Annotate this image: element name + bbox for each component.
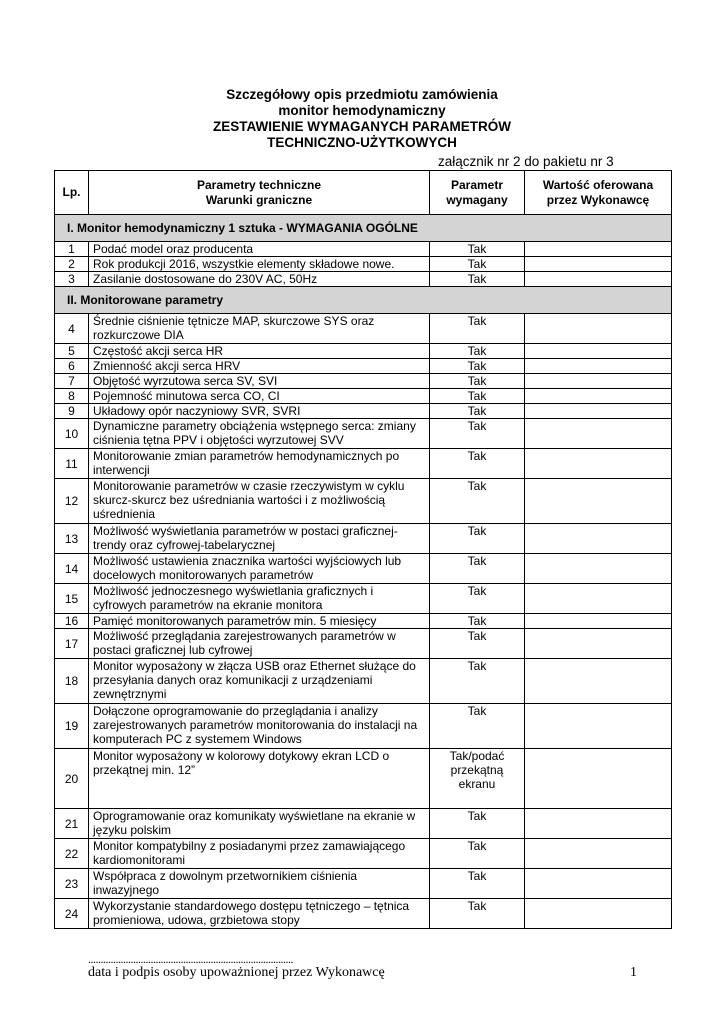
table-row [55,374,672,389]
row-number: 14 [55,554,89,584]
required-value: Tak [430,419,525,449]
offered-value-cell[interactable] [525,374,672,389]
table-row [55,389,672,404]
table-header-row [55,171,672,215]
parameter-description: Częstość akcji serca HR [89,344,430,359]
row-number: 9 [55,404,89,419]
offered-value-cell[interactable] [525,449,672,479]
table-row [55,554,672,584]
table-row [55,449,672,479]
row-number: 5 [55,344,89,359]
table-row [55,257,672,272]
table-row [55,524,672,554]
required-value: Tak [430,242,525,257]
section-title: I. Monitor hemodynamiczny 1 sztuka - WYMAGANIA OGÓLNE [55,215,672,242]
parameter-description: Średnie ciśnienie tętnicze MAP, skurczowe SYS oraz rozkurczowe DIA [89,314,430,344]
table-row [55,629,672,659]
row-number: 1 [55,242,89,257]
required-value: Tak [430,659,525,704]
parameters-table [54,170,672,929]
table-row [55,242,672,257]
offered-value-cell[interactable] [525,554,672,584]
row-number: 23 [55,869,89,899]
parameter-description: Możliwość wyświetlania parametrów w postaci graficznej-trendy oraz cyfrowej-tabelarycznej [89,524,430,554]
table-row [55,272,672,287]
row-number: 20 [55,749,89,809]
table-row [55,479,672,524]
table-row [55,584,672,614]
row-number: 24 [55,899,89,929]
offered-value-cell[interactable] [525,749,672,809]
parameter-description: Monitor kompatybilny z posiadanymi przez zamawiającego kardiomonitorami [89,839,430,869]
offered-value-cell[interactable] [525,899,672,929]
table-row [55,809,672,839]
table-body [55,215,672,929]
row-number: 12 [55,479,89,524]
row-number: 16 [55,614,89,629]
section-header-row [55,287,672,314]
required-value: Tak [430,344,525,359]
offered-value-cell[interactable] [525,389,672,404]
required-value: Tak [430,869,525,899]
table-row [55,344,672,359]
row-number: 7 [55,374,89,389]
parameter-description: Dołączone oprogramowanie do przeglądania i analizy zarejestrowanych parametrów monitorowania do instalacji na komputerach PC z systemem Windows [89,704,430,749]
parameter-description: Dynamiczne parametry obciążenia wstępnego serca: zmiany ciśnienia tętna PPV i objętości wyrzutowej SVV [89,419,430,449]
column-header-offered: Wartość oferowana przez Wykonawcę [525,171,672,215]
signature-line: .................................................................................. [88,952,293,966]
table-row [55,659,672,704]
title-line-4: TECHNICZNO-UŻYTKOWYCH [267,135,457,150]
row-number: 19 [55,704,89,749]
parameter-description: Wykorzystanie standardowego dostępu tętniczego – tętnica promieniowa, udowa, grzbietowa stopy [89,899,430,929]
required-value: Tak [430,809,525,839]
parameter-description: Pojemność minutowa serca CO, CI [89,389,430,404]
signature-label: data i podpis osoby upoważnionej przez Wykonawcę [88,965,385,980]
table-row [55,314,672,344]
column-header-required: Parametr wymagany [430,171,525,215]
parameter-description: Monitor wyposażony w kolorowy dotykowy ekran LCD o przekątnej min. 12” [89,749,430,809]
offered-value-cell[interactable] [525,659,672,704]
row-number: 4 [55,314,89,344]
row-number: 22 [55,839,89,869]
parameter-description: Monitor wyposażony w złącza USB oraz Ethernet służące do przesyłania danych oraz komunikacji z urządzeniami zewnętrznymi [89,659,430,704]
title-line-3: ZESTAWIENIE WYMAGANYCH PARAMETRÓW [213,119,511,134]
required-value: Tak [430,479,525,524]
required-value: Tak [430,629,525,659]
row-number: 10 [55,419,89,449]
required-value: Tak [430,614,525,629]
offered-value-cell[interactable] [525,272,672,287]
parameter-description: Oprogramowanie oraz komunikaty wyświetlane na ekranie w języku polskim [89,809,430,839]
row-number: 15 [55,584,89,614]
row-number: 8 [55,389,89,404]
table-row [55,869,672,899]
parameter-description: Możliwość przeglądania zarejestrowanych parametrów w postaci graficznej lub cyfrowej [89,629,430,659]
required-value: Tak [430,704,525,749]
required-value: Tak [430,524,525,554]
required-value: Tak [430,554,525,584]
offered-value-cell[interactable] [525,257,672,272]
offered-value-cell[interactable] [525,629,672,659]
required-value: Tak [430,359,525,374]
required-value: Tak [430,839,525,869]
parameter-description: Podać model oraz producenta [89,242,430,257]
row-number: 11 [55,449,89,479]
offered-value-cell[interactable] [525,359,672,374]
parameter-description: Zmienność akcji serca HRV [89,359,430,374]
row-number: 17 [55,629,89,659]
table-row [55,899,672,929]
row-number: 6 [55,359,89,374]
parameter-description: Rok produkcji 2016, wszystkie elementy składowe nowe. [89,257,430,272]
offered-value-cell[interactable] [525,704,672,749]
title-line-1: Szczegółowy opis przedmiotu zamówienia [226,87,498,102]
document-title [0,87,724,151]
parameter-description: Współpraca z dowolnym przetwornikiem ciśnienia inwazyjnego [89,869,430,899]
section-title: II. Monitorowane parametry [55,287,672,314]
table-row [55,404,672,419]
offered-value-cell[interactable] [525,242,672,257]
offered-value-cell[interactable] [525,344,672,359]
table-row [55,839,672,869]
offered-value-cell[interactable] [525,524,672,554]
offered-value-cell[interactable] [525,584,672,614]
required-value: Tak [430,272,525,287]
parameter-description: Monitorowanie zmian parametrów hemodynamicznych po interwencji [89,449,430,479]
required-value: Tak [430,404,525,419]
offered-value-cell[interactable] [525,839,672,869]
parameter-description: Pamięć monitorowanych parametrów min. 5 miesięcy [89,614,430,629]
row-number: 18 [55,659,89,704]
offered-value-cell[interactable] [525,314,672,344]
table-row [55,749,672,809]
table-row [55,614,672,629]
row-number: 3 [55,272,89,287]
required-value: Tak/podać przekątną ekranu [430,749,525,809]
section-header-row [55,215,672,242]
table-row [55,419,672,449]
page-number: 1 [630,965,637,980]
attachment-note: załącznik nr 2 do pakietu nr 3 [438,154,614,169]
required-value: Tak [430,899,525,929]
title-line-2: monitor hemodynamiczny [278,103,446,118]
offered-value-cell[interactable] [525,869,672,899]
parameter-description: Układowy opór naczyniowy SVR, SVRI [89,404,430,419]
parameter-description: Monitorowanie parametrów w czasie rzeczywistym w cyklu skurcz-skurcz bez uśredniania wartości i z możliwością uśrednienia [89,479,430,524]
offered-value-cell[interactable] [525,479,672,524]
required-value: Tak [430,449,525,479]
row-number: 13 [55,524,89,554]
required-value: Tak [430,389,525,404]
column-header-lp: Lp. [55,171,89,215]
table-row [55,704,672,749]
table-row [55,359,672,374]
required-value: Tak [430,584,525,614]
column-header-parameters: Parametry techniczne Warunki graniczne [89,171,430,215]
required-value: Tak [430,314,525,344]
offered-value-cell[interactable] [525,419,672,449]
parameter-description: Objętość wyrzutowa serca SV, SVI [89,374,430,389]
required-value: Tak [430,374,525,389]
offered-value-cell[interactable] [525,614,672,629]
row-number: 2 [55,257,89,272]
offered-value-cell[interactable] [525,404,672,419]
parameter-description: Możliwość ustawienia znacznika wartości wyjściowych lub docelowych monitorowanych parametrów [89,554,430,584]
parameter-description: Zasilanie dostosowane do 230V AC, 50Hz [89,272,430,287]
parameter-description: Możliwość jednoczesnego wyświetlania graficznych i cyfrowych parametrów na ekranie monitora [89,584,430,614]
row-number: 21 [55,809,89,839]
required-value: Tak [430,257,525,272]
offered-value-cell[interactable] [525,809,672,839]
